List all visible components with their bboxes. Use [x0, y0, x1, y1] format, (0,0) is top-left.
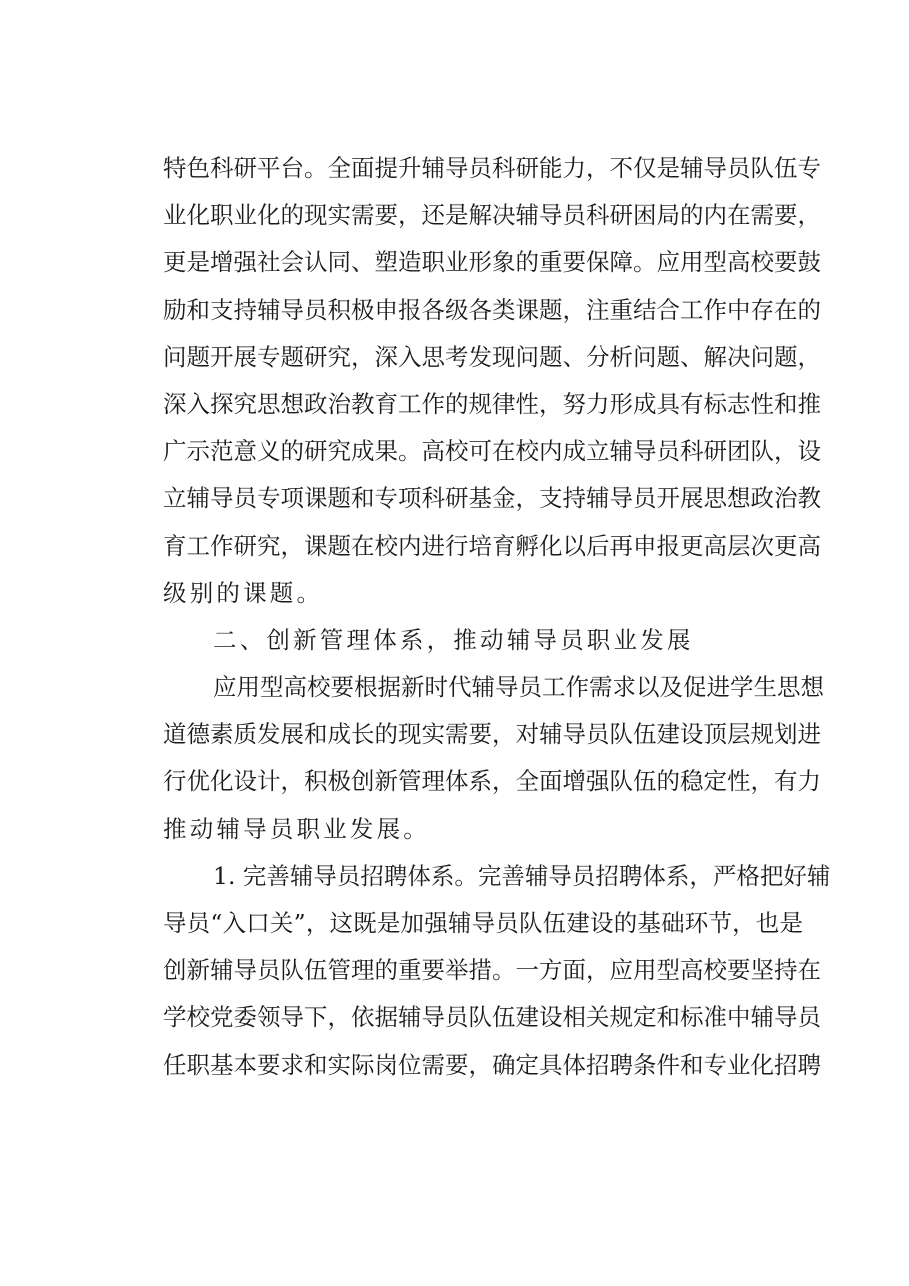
body-line: 更是增强社会认同、塑造职业形象的重要保障。应用型高校要鼓	[163, 248, 821, 277]
body-line: 级别的课题。	[163, 578, 324, 607]
body-line: 任职基本要求和实际岗位需要，确定具体招聘条件和专业化招聘	[163, 1050, 821, 1079]
body-line: 导员“入口关”，这既是加强辅导员队伍建设的基础环节，也是	[163, 909, 803, 937]
body-line: 创新辅导员队伍管理的重要举措。一方面，应用型高校要坚持在	[163, 956, 821, 985]
body-line: 立辅导员专项课题和专项科研基金，支持辅导员开展思想政治教	[163, 484, 821, 513]
document-body	[163, 145, 831, 1089]
body-line: 特色科研平台。全面提升辅导员科研能力，不仅是辅导员队伍专	[163, 154, 821, 182]
body-line: 业化职业化的现实需要，还是解决辅导员科研困局的内在需要，	[163, 201, 821, 230]
body-line: 学校党委领导下，依据辅导员队伍建设相关规定和标准中辅导员	[163, 1003, 821, 1032]
section-heading: 二、创新管理体系，推动辅导员职业发展	[213, 625, 694, 654]
body-line: 推动辅导员职业发展。	[163, 814, 430, 843]
body-line: 问题开展专题研究，深入思考发现问题、分析问题、解决问题，	[163, 342, 821, 371]
body-line: 应用型高校要根据新时代辅导员工作需求以及促进学生思想	[213, 673, 824, 702]
body-line: 1. 完善辅导员招聘体系。完善辅导员招聘体系，严格把好辅	[213, 861, 831, 890]
body-line: 道德素质发展和成长的现实需要，对辅导员队伍建设顶层规划进	[163, 720, 821, 749]
body-line: 行优化设计，积极创新管理体系，全面增强队伍的稳定性，有力	[163, 767, 821, 796]
body-line: 广示范意义的研究成果。高校可在校内成立辅导员科研团队，设	[163, 437, 821, 466]
body-line: 励和支持辅导员积极申报各级各类课题，注重结合工作中存在的	[163, 295, 821, 324]
body-line: 深入探究思想政治教育工作的规律性，努力形成具有标志性和推	[163, 389, 821, 418]
body-line: 育工作研究，课题在校内进行培育孵化以后再申报更高层次更高	[163, 531, 821, 560]
